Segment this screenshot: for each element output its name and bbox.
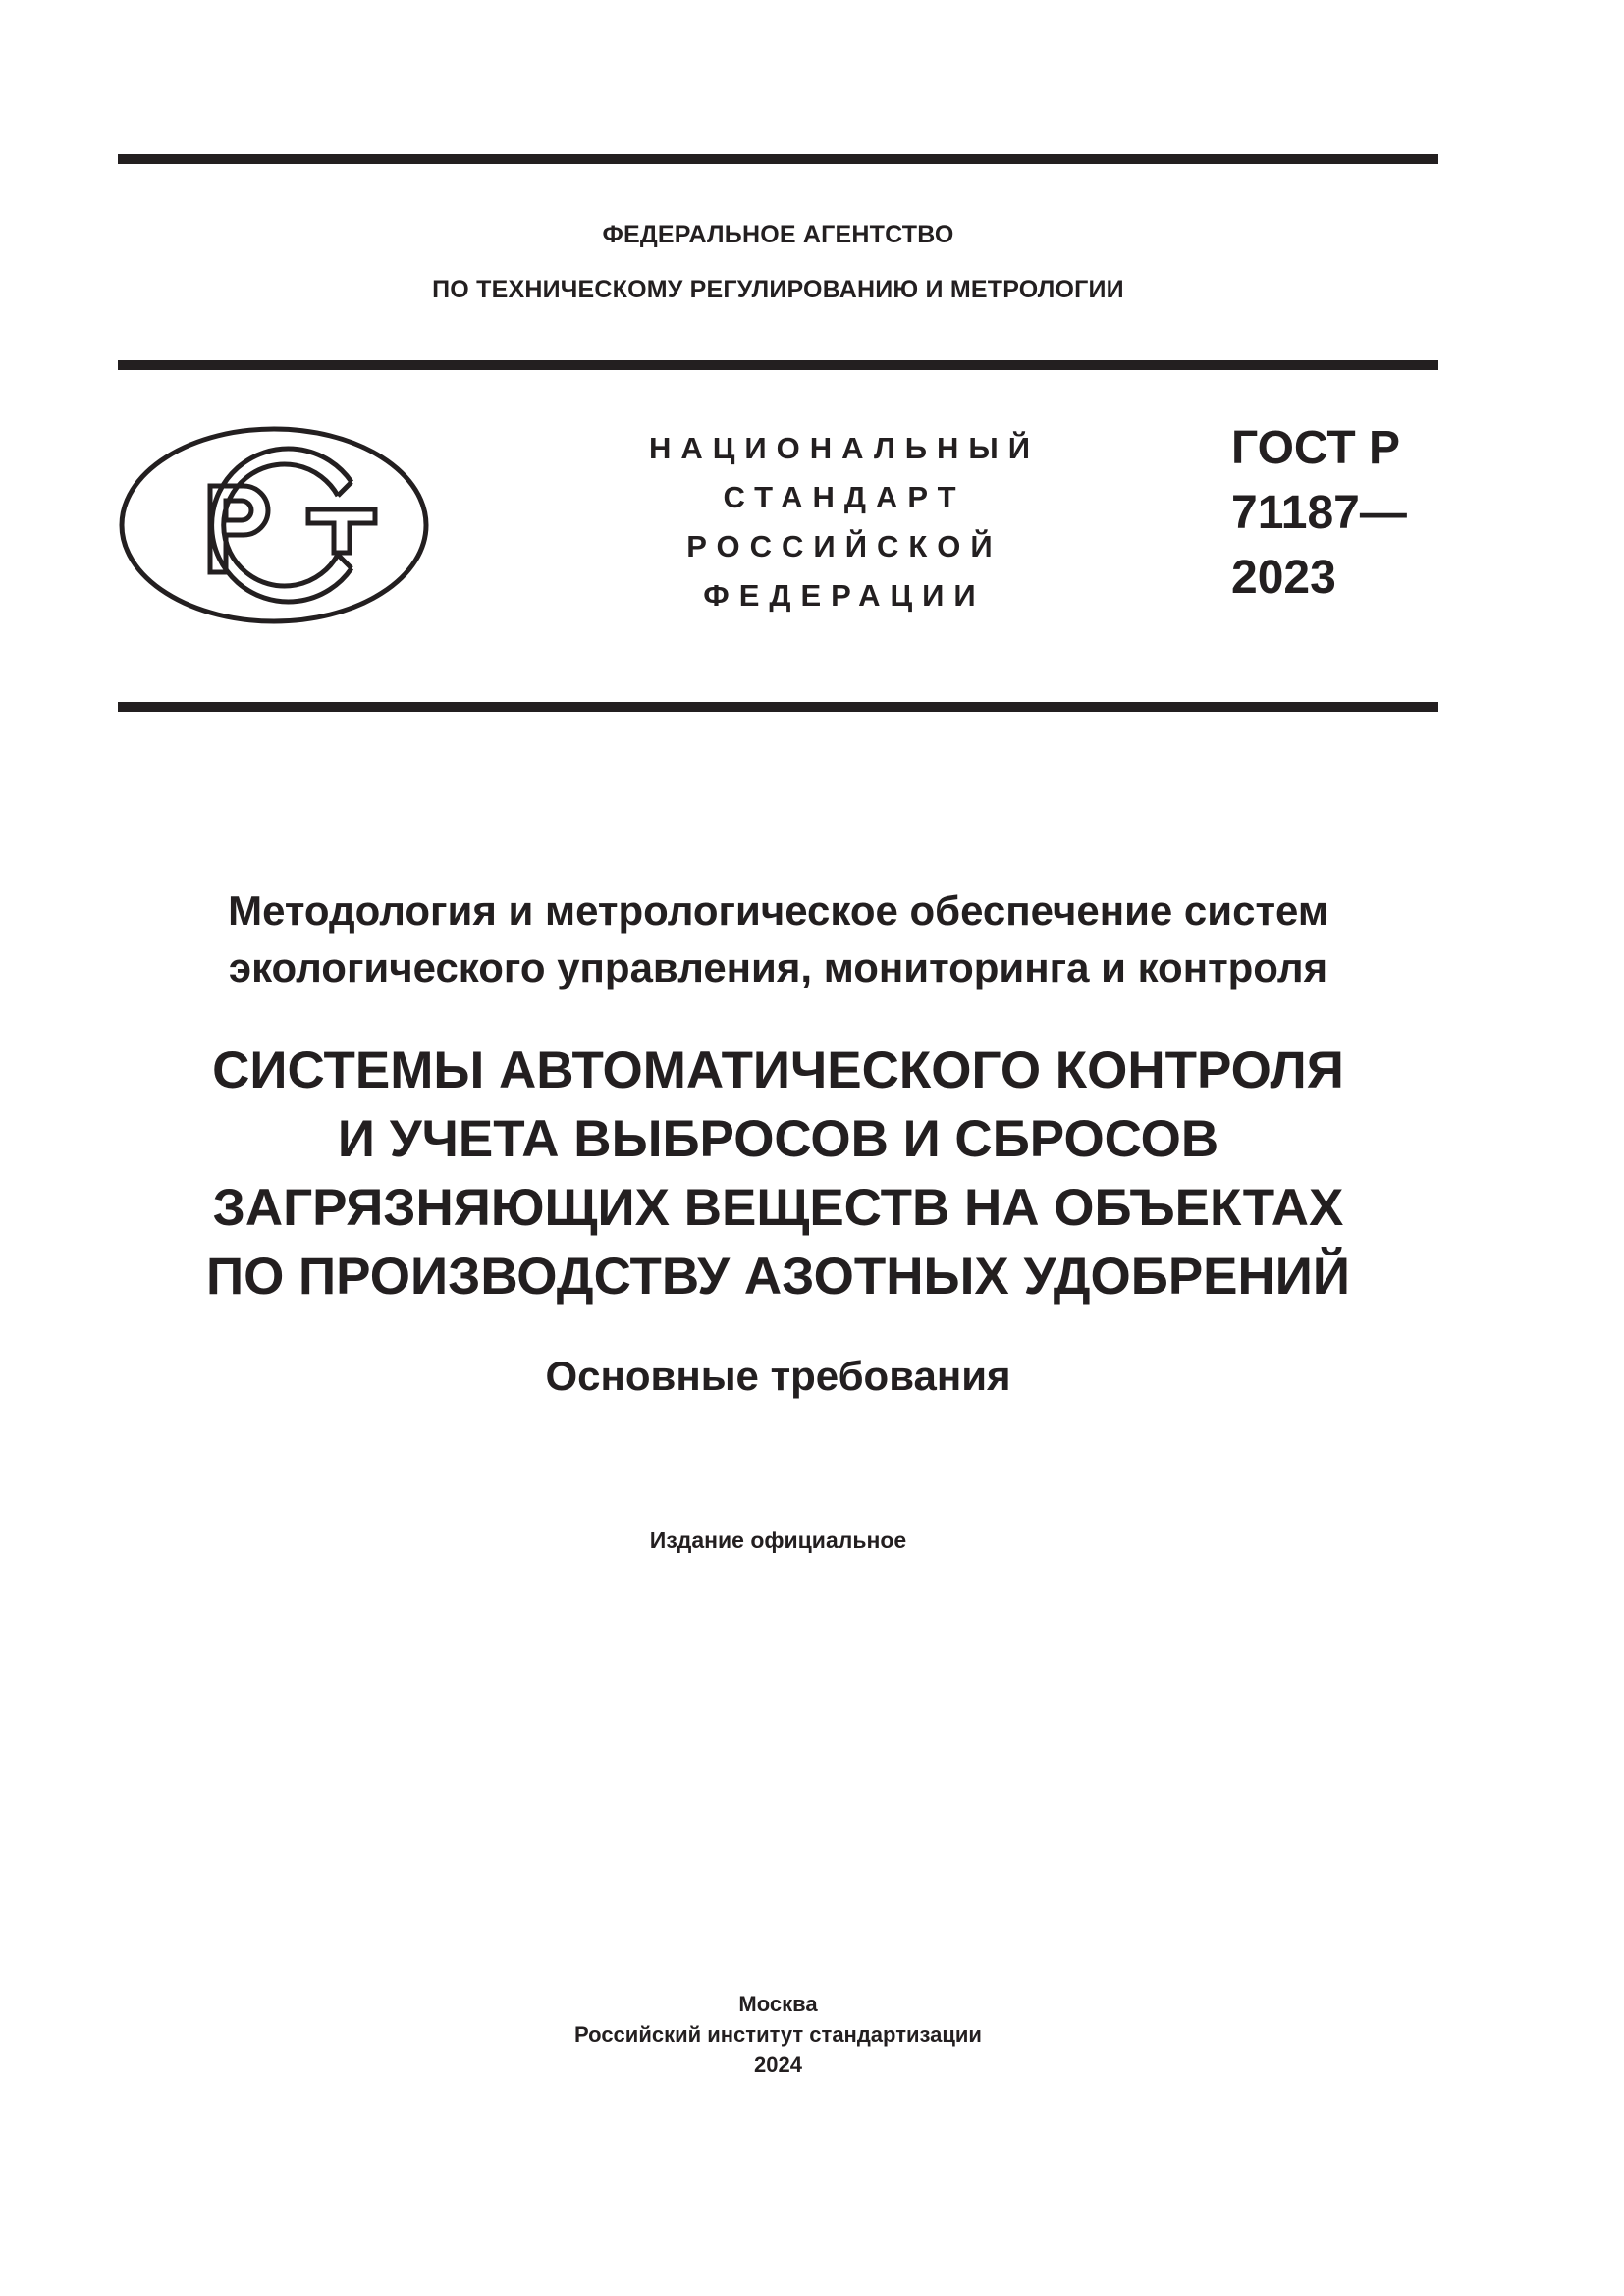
national-line-1: НАЦИОНАЛЬНЫЙ <box>648 431 1041 465</box>
main-title <box>79 1037 1478 1311</box>
edition-label: Издание официальное <box>649 1527 907 1553</box>
rst-mark-icon <box>118 425 430 625</box>
designation-line-3: 2023 <box>1231 552 1336 604</box>
middle-rule <box>118 360 1438 370</box>
designation-line-1: ГОСТ Р <box>1231 422 1401 474</box>
main-title-line-4: ПО ПРОИЗВОДСТВУ АЗОТНЫХ УДОБРЕНИЙ <box>206 1248 1350 1306</box>
subject-title: Основные требования <box>545 1353 1011 1399</box>
standard-designation <box>1231 416 1407 611</box>
imprint-year: 2024 <box>754 2053 802 2077</box>
series-title-line-2: экологического управления, мониторинга и контроля <box>228 944 1328 990</box>
top-rule <box>118 154 1438 164</box>
bottom-rule <box>118 702 1438 712</box>
national-standard-label <box>609 424 1080 620</box>
imprint-publisher: Российский институт стандартизации <box>574 2022 982 2047</box>
series-title <box>79 882 1478 996</box>
national-line-4: ФЕДЕРАЦИИ <box>703 578 986 613</box>
designation-line-2: 71187— <box>1231 487 1407 539</box>
main-title-line-1: СИСТЕМЫ АВТОМАТИЧЕСКОГО КОНТРОЛЯ <box>212 1041 1344 1099</box>
agency-line-1: ФЕДЕРАЛЬНОЕ АГЕНТСТВО <box>602 221 954 248</box>
series-title-line-1: Методология и метрологическое обеспечение систем <box>228 887 1328 934</box>
national-line-3: РОССИЙСКОЙ <box>686 529 1002 563</box>
imprint <box>79 1989 1478 2080</box>
agency-line-2: ПО ТЕХНИЧЕСКОМУ РЕГУЛИРОВАНИЮ И МЕТРОЛОГИИ <box>432 276 1124 303</box>
main-title-line-3: ЗАГРЯЗНЯЮЩИХ ВЕЩЕСТВ НА ОБЪЕКТАХ <box>212 1179 1344 1237</box>
imprint-city: Москва <box>738 1992 818 2016</box>
main-title-line-2: И УЧЕТА ВЫБРОСОВ И СБРОСОВ <box>337 1110 1219 1168</box>
agency-name <box>118 207 1438 317</box>
national-line-2: СТАНДАРТ <box>723 480 966 514</box>
